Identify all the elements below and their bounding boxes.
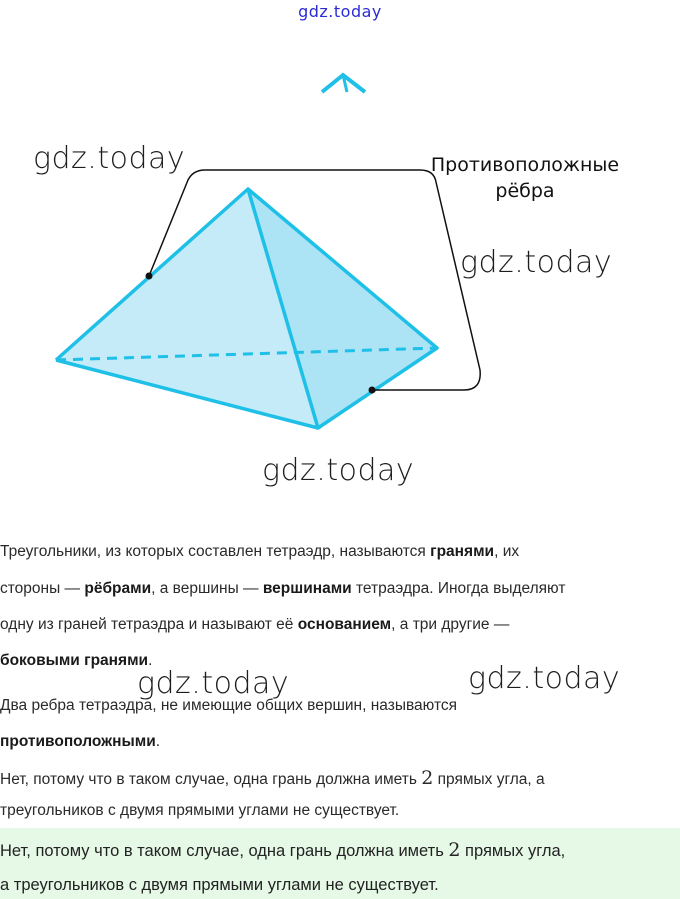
theory-line-3 [0, 616, 509, 634]
answer-highlight [0, 828, 680, 899]
text: Треугольники, из которых составлен тетраэдр, называются [0, 543, 431, 560]
text: стороны — [0, 580, 85, 597]
watermark-top: gdz.today [298, 2, 382, 21]
label-line-2: рёбра [495, 180, 555, 202]
theory-line-2 [0, 580, 565, 598]
answer-plain-line-2 [0, 802, 399, 820]
term-base: основанием [297, 616, 392, 633]
answer-line-1 [0, 839, 565, 861]
label-line-1: Противоположные [430, 154, 620, 176]
text: Нет, потому что в таком случае, одна грань должна иметь [0, 771, 422, 788]
top-partial-triangle [322, 75, 365, 92]
watermark-3: gdz.today [262, 453, 415, 488]
text: , а вершины — [151, 580, 263, 597]
text: , а три другие — [391, 616, 510, 633]
theory-line-6 [0, 733, 160, 751]
math-number: 2 [421, 767, 434, 789]
text: . [155, 733, 161, 750]
text: одну из граней тетраэдра и называют её [0, 616, 298, 633]
opposite-edges-label [425, 152, 625, 204]
term-edges: рёбрами [84, 580, 152, 597]
text: треугольников с двумя прямыми углами не существует. [0, 802, 400, 819]
text: Два ребра тетраэдра, не имеющие общих вершин, называются [0, 697, 458, 714]
math-number: 2 [448, 839, 461, 861]
text: а треугольников с двумя прямыми углами не существует. [0, 876, 439, 894]
text: тетраэдра. Иногда выделяют [351, 580, 566, 597]
watermark-1: gdz.today [33, 141, 186, 176]
watermark-2: gdz.today [460, 245, 613, 280]
watermark-5: gdz.today [468, 661, 621, 696]
text: , их [494, 543, 520, 560]
text: Нет, потому что в таком случае, одна грань должна иметь [0, 842, 449, 860]
text: прямых угла, а [433, 771, 545, 788]
answer-plain-line-1 [0, 767, 545, 789]
answer-line-2 [0, 876, 439, 895]
theory-line-1 [0, 543, 519, 561]
term-vertices: вершинами [262, 580, 352, 597]
callout-dot-right [369, 387, 376, 394]
watermark-4: gdz.today [137, 666, 290, 701]
callout-dot-left [146, 273, 153, 280]
theory-line-5 [0, 697, 457, 715]
term-faces: гранями [430, 543, 495, 560]
term-lateral-faces: боковыми гранями [0, 652, 149, 669]
text: прямых угла, [460, 842, 566, 860]
theory-line-4 [0, 652, 152, 670]
term-opposite: противоположными [0, 733, 156, 750]
text: . [148, 652, 153, 669]
